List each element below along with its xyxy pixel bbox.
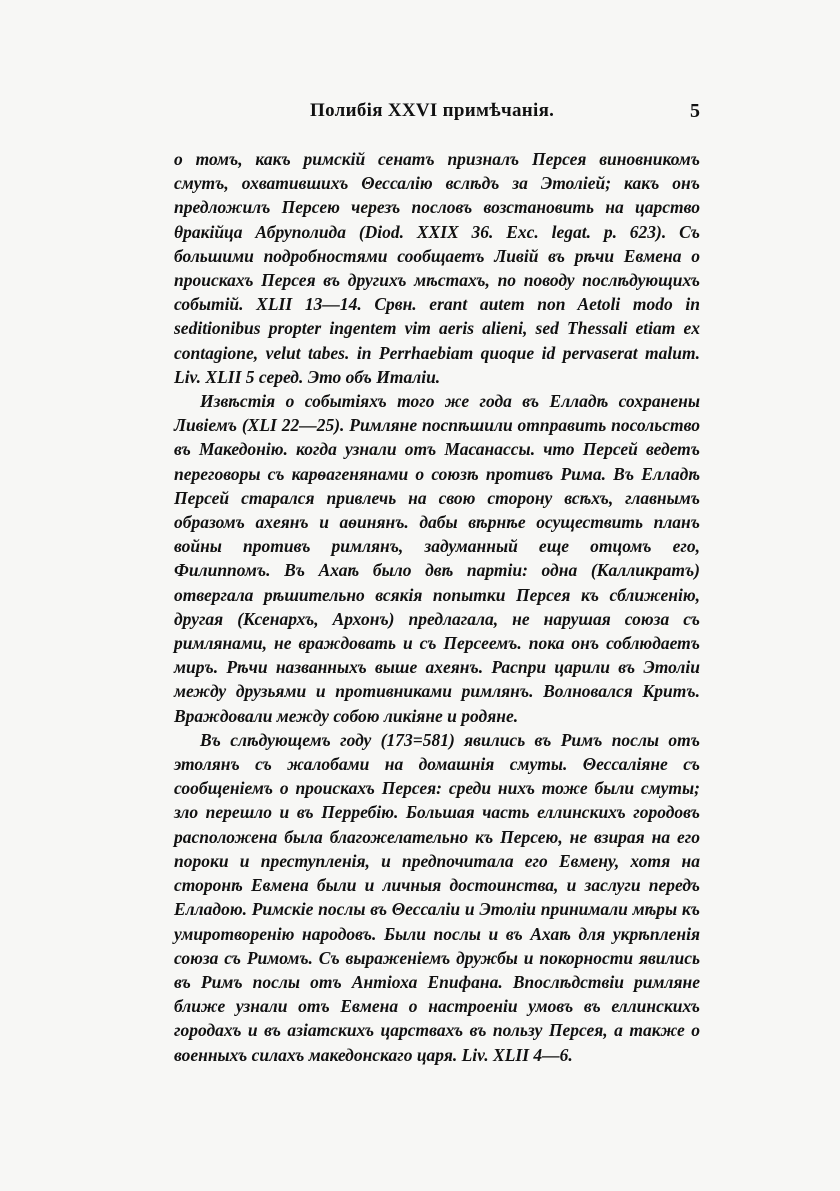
page-number: 5: [690, 100, 700, 122]
page-body: [174, 147, 700, 1067]
paragraph-continuation: о томъ, какъ римскій сенатъ призналъ Персея виновникомъ смутъ, охватившихъ Θессалію вслѣдъ за Этоліей; какъ онъ предложилъ Персею черезъ пословъ возстановить на царство θракійца Абруполида (Diod. XXIX 36. Exc. legat. p. 623). Съ большими подробностями сообщаетъ Ливій въ рѣчи Евмена о проискахъ Персея въ другихъ мѣстахъ, по поводу послѣдующихъ событій. XLII 13—14. Срвн. erant autem non Aetoli modo in seditionibus propter ingentem vim aeris alieni, sed Thessali etiam ex contagione, velut tabes. in Perrhaebiam quoque id pervaserat malum. Liv. XLII 5 серед. Это объ Италіи.: [174, 149, 700, 387]
paragraph-following-year: Въ слѣдующемъ году (173=581) явились въ Римъ послы отъ этолянъ съ жалобами на домашнія смуты. Θессаліяне съ сообщеніемъ о проискахъ Персея: среди нихъ тоже были смуты; зло перешло и въ Перребію. Большая часть еллинскихъ городовъ расположена была благожелательно къ Персею, не взирая на его пороки и преступленія, и предпочитала его Евмену, хотя на сторонѣ Евмена были и личныя достоинства, и заслуги передъ Елладою. Римскіе послы въ Θессаліи и Этоліи принимали мѣры къ умиротворенію народовъ. Были послы и въ Ахаѣ для укрѣпленія союза съ Римомъ. Съ выраженіемъ дружбы и покорности явились въ Римъ послы отъ Антіоха Епифана. Впослѣдствіи римляне ближе узнали отъ Евмена о настроеніи умовъ въ еллинскихъ городахъ и въ азіатскихъ царствахъ въ пользу Персея, а также о военныхъ силахъ македонскаго царя. Liv. XLII 4—6.: [174, 729, 700, 1065]
running-head: Полибія XXVI примѣчанія.: [310, 100, 555, 121]
paragraph-events-in-hellas: Извѣстія о событіяхъ того же года въ Елладѣ сохранены Ливіемъ (XLI 22—25). Римляне поспѣшили отправить посольство въ Македонію. когда узнали отъ Масанассы. что Персей ведетъ переговоры съ карѳагенянами о союзѣ противъ Рима. Въ Елладѣ Персей старался привлечь на свою сторону всѣхъ, главнымъ образомъ ахеянъ и аѳинянъ. дабы вѣрнѣе осуществить планъ войны противъ римлянъ, задуманный еще отцомъ его, Филиппомъ. Въ Ахаѣ было двѣ партіи: одна (Калликратъ) отвергала рѣшительно всякія попытки Персея къ сближенію, другая (Ксенархъ, Архонъ) предлагала, не нарушая союза съ римлянами, не враждовать и съ Персеемъ. пока онъ соблюдаетъ миръ. Рѣчи названныхъ выше ахеянъ. Распри царили въ Этоліи между друзьями и противниками римлянъ. Волновался Критъ. Враждовали между собою ликіяне и родяне.: [174, 391, 700, 726]
page-header: [170, 100, 700, 130]
